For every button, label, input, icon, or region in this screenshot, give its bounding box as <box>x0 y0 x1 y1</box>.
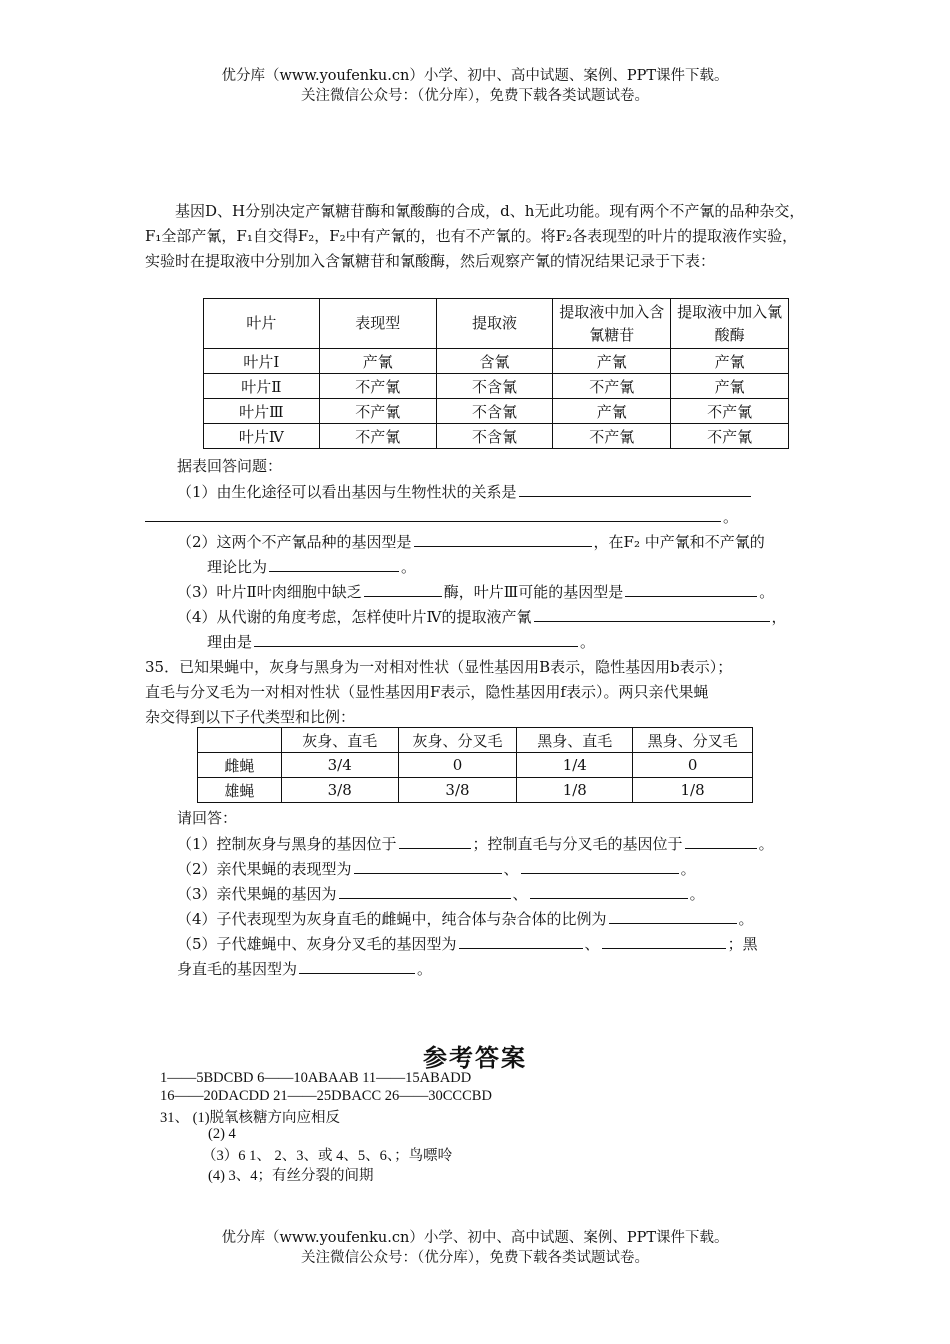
q35-sub3 <box>177 882 705 904</box>
table-cell: 雄蝇 <box>198 778 282 803</box>
q35-sub5-text: （5）子代雄蝇中、灰身分叉毛的基因型为 <box>177 935 457 953</box>
table-cell: 产氰 <box>319 349 436 374</box>
q34-sub3 <box>177 580 774 602</box>
q35-sub4 <box>177 907 754 929</box>
answer-blank[interactable] <box>414 530 592 547</box>
table-header-cell: 表现型 <box>319 299 436 349</box>
table-cell: 1/8 <box>517 778 633 803</box>
answers-line-4: (2) 4 <box>208 1126 236 1142</box>
q34-sub1-cont <box>145 505 738 527</box>
answer-blank[interactable] <box>364 580 442 597</box>
footer-line-1: 优分库（www.youfenku.cn）小学、初中、高中试题、案例、PPT课件下载。 <box>221 1230 729 1246</box>
table-cell: 产氰 <box>553 399 671 424</box>
table-header-cell: 叶片 <box>204 299 320 349</box>
answer-blank[interactable] <box>530 882 688 899</box>
table-header-cell: 灰身、分叉毛 <box>398 728 517 753</box>
q34-sub2 <box>177 530 765 552</box>
table-cell: 3/8 <box>281 778 398 803</box>
period: 。 <box>759 583 775 601</box>
table-header-row <box>204 299 789 349</box>
answers-line-3: 31、 (1)脱氧核糖方向应相反 <box>160 1110 341 1126</box>
table-cell: 产氰 <box>671 374 789 399</box>
table-cell: 不产氰 <box>319 374 436 399</box>
q35-intro-line1: 35．已知果蝇中，灰身与黑身为一对相对性状（显性基因用B表示，隐性基因用b表示）； <box>145 658 733 676</box>
table-cell: 3/4 <box>281 753 398 778</box>
table-row <box>204 424 789 449</box>
q35-sub5 <box>177 932 758 954</box>
page-header <box>0 66 950 106</box>
table-row <box>204 349 789 374</box>
answers-line-2: 16——20DACDD 21——25DBACC 26——30CCCBD <box>160 1088 492 1104</box>
header-line-2: 关注微信公众号：（优分库），免费下载各类试题试卷。 <box>301 88 649 104</box>
answer-blank[interactable] <box>354 857 502 874</box>
q34-prompt: 据表回答问题： <box>177 457 283 475</box>
table-cell: 叶片Ⅱ <box>204 374 320 399</box>
table-cell: 含氰 <box>436 349 553 374</box>
q35-intro-line3: 杂交得到以下子代类型和比例： <box>145 708 356 726</box>
comma: ， <box>771 608 787 626</box>
answer-blank[interactable] <box>299 957 415 974</box>
q35-sub1-text: （1）控制灰身与黑身的基因位于 <box>177 835 397 853</box>
q35-sub4-text: （4）子代表现型为灰身直毛的雌蝇中，纯合体与杂合体的比例为 <box>177 910 607 928</box>
table-header-row <box>198 728 753 753</box>
table-cell: 不产氰 <box>319 399 436 424</box>
table-row <box>204 374 789 399</box>
table-cell: 1/8 <box>633 778 753 803</box>
period: 。 <box>580 633 596 651</box>
answers-title: 参考答案 <box>423 1044 527 1072</box>
q34-sub3-text-b: 酶，叶片Ⅲ可能的基因型是 <box>443 583 624 601</box>
q34-sub4 <box>177 605 787 627</box>
answers-line-5: （3）6 1、 2、3、或 4、5、6、；鸟嘌呤 <box>202 1148 453 1164</box>
dunhao: 、 <box>503 860 519 878</box>
period: 。 <box>401 558 417 576</box>
q34-sub4-cont <box>207 630 595 652</box>
q34-sub1 <box>177 480 753 502</box>
table-cell: 0 <box>633 753 753 778</box>
answer-blank[interactable] <box>519 480 751 497</box>
period: 。 <box>738 910 754 928</box>
answer-blank[interactable] <box>399 832 471 849</box>
footer-line-2: 关注微信公众号：（优分库），免费下载各类试题试卷。 <box>301 1250 649 1266</box>
table-cell: 0 <box>398 753 517 778</box>
table-cell: 3/8 <box>398 778 517 803</box>
q34-sub2-text-c: 理论比为 <box>207 558 268 576</box>
table-header-cell: 黑身、分叉毛 <box>633 728 753 753</box>
table-cell: 不产氰 <box>553 374 671 399</box>
table-cell: 不产氰 <box>319 424 436 449</box>
q34-table <box>203 298 789 449</box>
answer-blank[interactable] <box>254 630 578 647</box>
q34-intro: 基因D、H分别决定产氰糖苷酶和氰酸酶的合成，d、h无此功能。现有两个不产氰的品种杂交，F₁全部产氰，F₁自交得F₂，F₂中有产氰的，也有不产氰的。将F₂各表现型的叶片的提取液作实验，实验时在提取液中分别加入含氰糖苷和氰酸酶，然后观察产氰的情况结果记录于下表： <box>145 202 805 270</box>
q34-sub2-text-b: ，在F₂ 中产氰和不产氰的 <box>593 533 765 551</box>
period: 。 <box>680 860 696 878</box>
table-row <box>198 778 753 803</box>
table-cell: 雌蝇 <box>198 753 282 778</box>
q34-sub4-text-b: 理由是 <box>207 633 253 651</box>
dunhao: 、 <box>512 885 528 903</box>
table-cell: 叶片Ⅲ <box>204 399 320 424</box>
table-cell: 不含氰 <box>436 399 553 424</box>
period: 。 <box>417 960 433 978</box>
header-line-1: 优分库（www.youfenku.cn）小学、初中、高中试题、案例、PPT课件下载。 <box>221 68 729 84</box>
answer-blank[interactable] <box>145 505 721 522</box>
answer-blank[interactable] <box>269 555 399 572</box>
q35-sub5-text-c: 身直毛的基因型为 <box>177 960 298 978</box>
period: 。 <box>723 508 739 526</box>
answer-blank[interactable] <box>521 857 679 874</box>
q35-sub3-text: （3）亲代果蝇的基因为 <box>177 885 337 903</box>
table-cell: 叶片Ⅳ <box>204 424 320 449</box>
period: 。 <box>689 885 705 903</box>
q34-sub2-text: （2）这两个不产氰品种的基因型是 <box>177 533 412 551</box>
table-cell: 叶片Ⅰ <box>204 349 320 374</box>
table-cell: 不含氰 <box>436 374 553 399</box>
table-header-cell: 提取液中加入含氰糖苷 <box>553 299 671 349</box>
table-cell: 不产氰 <box>671 424 789 449</box>
q35-sub2 <box>177 857 696 879</box>
answer-blank[interactable] <box>459 932 583 949</box>
q34-sub1-text: （1）由生化途径可以看出基因与生物性状的关系是 <box>177 483 517 501</box>
q35-sub5-text-b: ；黑 <box>727 935 758 953</box>
table-cell: 不产氰 <box>671 399 789 424</box>
q35-prompt: 请回答： <box>177 809 238 827</box>
table-header-cell: 灰身、直毛 <box>281 728 398 753</box>
answer-blank[interactable] <box>339 882 511 899</box>
table-header-cell: 黑身、直毛 <box>517 728 633 753</box>
answer-blank[interactable] <box>625 580 757 597</box>
answer-blank[interactable] <box>534 605 770 622</box>
table-header-cell: 提取液 <box>436 299 553 349</box>
period: 。 <box>758 835 774 853</box>
q34-sub2-cont <box>207 555 416 577</box>
table-header-cell <box>198 728 282 753</box>
table-cell: 1/4 <box>517 753 633 778</box>
q34-sub3-text: （3）叶片Ⅱ叶肉细胞中缺乏 <box>177 583 362 601</box>
answers-line-6: (4) 3、4；有丝分裂的间期 <box>208 1168 374 1184</box>
table-cell: 产氰 <box>671 349 789 374</box>
table-cell: 产氰 <box>553 349 671 374</box>
table-row <box>204 399 789 424</box>
table-header-cell: 提取液中加入氰酸酶 <box>671 299 789 349</box>
table-cell: 不含氰 <box>436 424 553 449</box>
q35-sub2-text: （2）亲代果蝇的表现型为 <box>177 860 352 878</box>
q35-sub1-text-b: ；控制直毛与分叉毛的基因位于 <box>472 835 683 853</box>
q35-table <box>197 727 753 803</box>
dunhao: 、 <box>584 935 600 953</box>
page-footer <box>0 1228 950 1268</box>
answers-line-1: 1——5BDCBD 6——10ABAAB 11——15ABADD <box>160 1070 472 1086</box>
answer-blank[interactable] <box>685 832 757 849</box>
q34-sub4-text: （4）从代谢的角度考虑，怎样使叶片Ⅳ的提取液产氰 <box>177 608 532 626</box>
q35-sub1 <box>177 832 774 854</box>
table-cell: 不产氰 <box>553 424 671 449</box>
table-row <box>198 753 753 778</box>
answer-blank[interactable] <box>602 932 726 949</box>
q35-intro-line2: 直毛与分叉毛为一对相对性状（显性基因用F表示，隐性基因用f表示）。两只亲代果蝇 <box>145 683 709 701</box>
answer-blank[interactable] <box>609 907 737 924</box>
q35-sub5-cont <box>177 957 432 979</box>
